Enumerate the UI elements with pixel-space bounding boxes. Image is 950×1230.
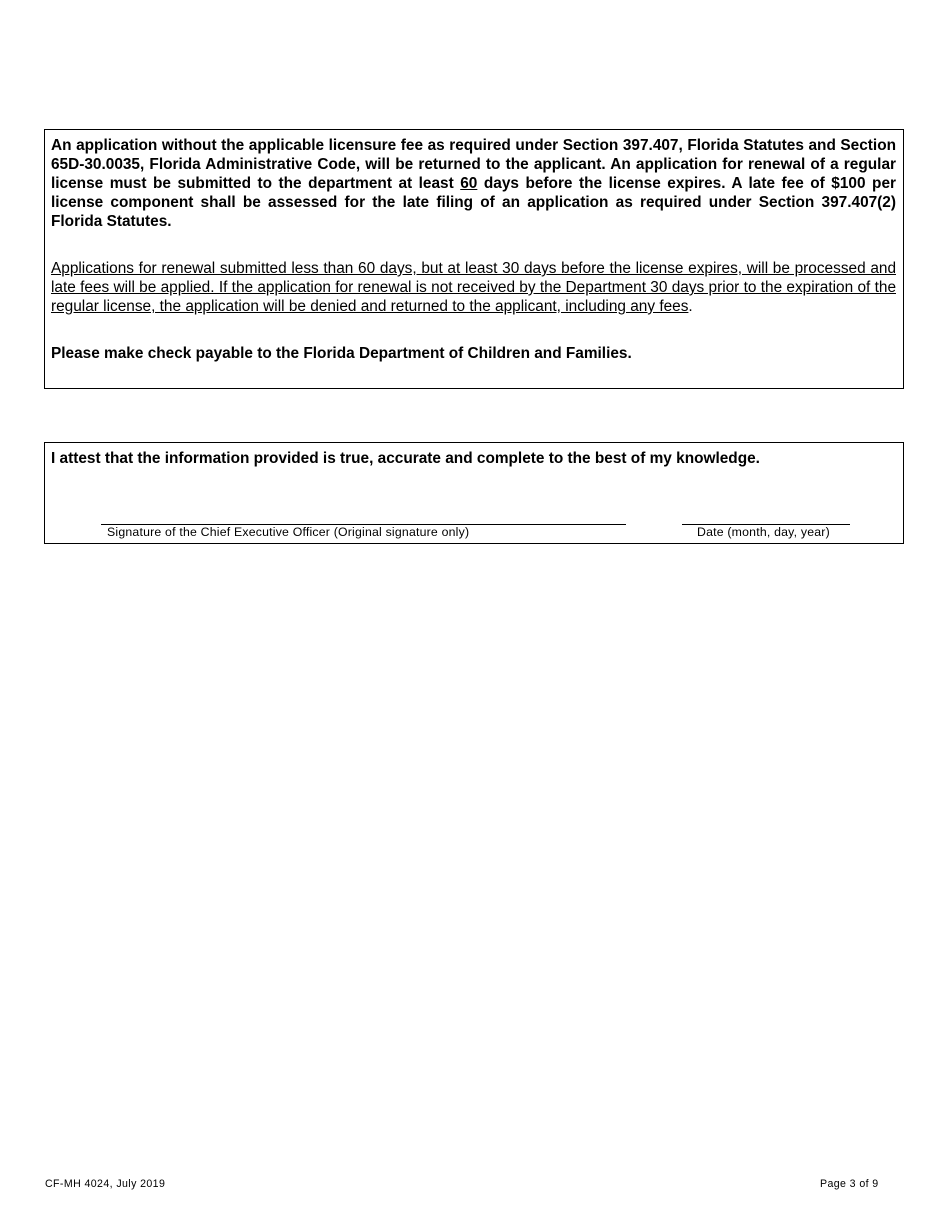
licensure-fee-notice-box <box>44 129 904 389</box>
attestation-statement: I attest that the information provided is true, accurate and complete to the best of my knowledge. <box>51 450 760 467</box>
late-renewal-paragraph <box>51 259 896 316</box>
late-renewal-period: . <box>688 298 693 315</box>
attestation-box <box>44 442 904 544</box>
fee-requirement-paragraph <box>51 136 896 231</box>
date-label: Date (month, day, year) <box>697 525 830 539</box>
form-id: CF-MH 4024, July 2019 <box>45 1178 166 1190</box>
fee-requirement-text-end: days before the license expires. A late fee of $100 per license component shall be assessed for the late filing of an application as required under Section 397.407(2) Florida Statutes. <box>51 175 896 230</box>
late-renewal-text: Applications for renewal submitted less than 60 days, but at least 30 days before the license expires, will be processed and late fees will be applied. If the application for renewal is not received by the Department 30 days prior to the expiration of the regular license, the application will be denied and returned to the applicant, including any fees <box>51 260 896 315</box>
check-payable-paragraph: Please make check payable to the Florida Department of Children and Families. <box>51 345 632 362</box>
signature-label: Signature of the Chief Executive Officer (Original signature only) <box>107 525 470 539</box>
fee-requirement-text-start: An application without the applicable licensure fee as required under Section 397.407, Florida Statutes and Section 65D-30.0035, Florida Administrative Code, will be returned to the applicant. An application for renewal of a regular license must be submitted to the department at least <box>51 137 896 192</box>
page-number: Page 3 of 9 <box>820 1178 879 1190</box>
renewal-days-value: 60 <box>460 175 478 192</box>
